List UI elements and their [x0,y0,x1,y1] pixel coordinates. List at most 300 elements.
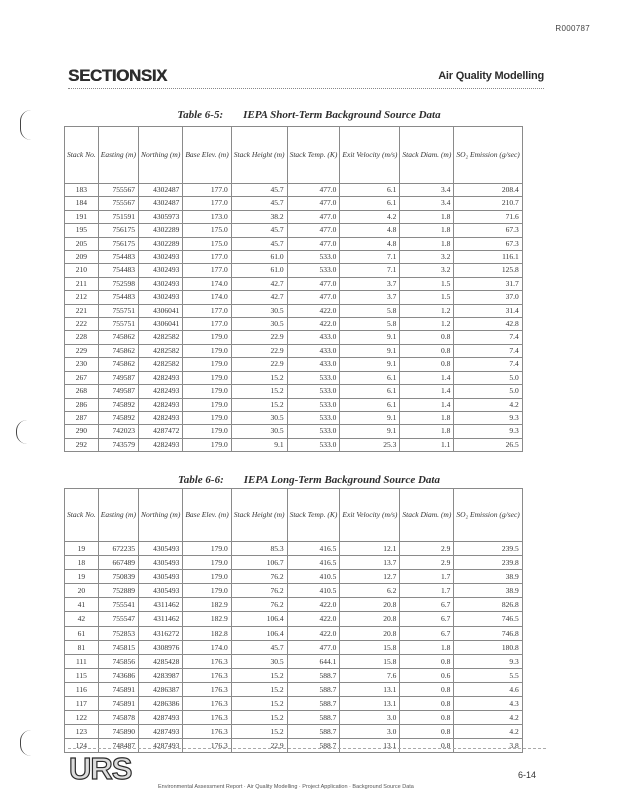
table-cell: 176.3 [183,711,231,725]
table-cell: 184 [65,197,99,210]
table-cell: 15.2 [231,725,287,739]
table-cell: 0.8 [400,725,454,739]
table-cell: 0.6 [400,668,454,682]
table-row [65,612,523,626]
table-row [65,344,523,357]
table-cell: 416.5 [287,556,340,570]
table-cell: 191 [65,210,99,223]
table-cell: 410.5 [287,570,340,584]
table-cell: 183 [65,184,99,197]
table-cell: 4282582 [138,358,182,371]
table-cell: 106.7 [231,556,287,570]
table-cell: 2.9 [400,542,454,556]
table-cell: 749587 [98,371,138,384]
table-cell: 222 [65,318,99,331]
table-short-caption [0,109,618,121]
table-cell: 4302493 [138,291,182,304]
table-cell: 38.2 [231,210,287,223]
table-cell: 4286387 [138,682,182,696]
table-row [65,264,523,277]
table-cell: 7.4 [454,344,522,357]
table-cell: 743579 [98,438,138,451]
table-row [65,725,523,739]
column-header: Stack Temp. (K) [287,489,340,542]
table-cell: 19 [65,570,99,584]
table-cell: 42.7 [231,291,287,304]
table-cell: 67.3 [454,237,522,250]
table-cell: 0.8 [400,654,454,668]
table-cell: 588.7 [287,725,340,739]
table-row [65,385,523,398]
table-cell: 4302487 [138,197,182,210]
table-cell: 4302289 [138,237,182,250]
table-cell: 588.7 [287,668,340,682]
table-cell: 7.1 [340,264,400,277]
table-cell: 3.2 [400,251,454,264]
table-cell: 115 [65,668,99,682]
table-cell: 533.0 [287,251,340,264]
section-subtitle: Air Quality Modelling [438,70,544,82]
table-cell: 287 [65,411,99,424]
table-cell: 477.0 [287,237,340,250]
table-cell: 746.5 [454,612,522,626]
table-cell: 22.9 [231,344,287,357]
table-cell: 4305493 [138,584,182,598]
table-cell: 208.4 [454,184,522,197]
table-cell: 180.8 [454,640,522,654]
column-header: Stack Diam. (m) [400,489,454,542]
table-cell: 19 [65,542,99,556]
table-cell: 749587 [98,385,138,398]
table-cell: 71.6 [454,210,522,223]
table-cell: 9.3 [454,654,522,668]
table-row [65,184,523,197]
table-cell: 45.7 [231,184,287,197]
table-cell: 3.0 [340,725,400,739]
table-cell: 7.1 [340,251,400,264]
table-cell: 588.7 [287,697,340,711]
table-cell: 1.7 [400,570,454,584]
table-cell: 209 [65,251,99,264]
table-row [65,598,523,612]
table-cell: 38.9 [454,570,522,584]
table-cell: 533.0 [287,425,340,438]
table-cell: 61 [65,626,99,640]
table-cell: 45.7 [231,237,287,250]
table-cell: 9.1 [340,331,400,344]
table-row [65,697,523,711]
table-cell: 45.7 [231,197,287,210]
table-cell: 30.5 [231,318,287,331]
table-cell: 4305973 [138,210,182,223]
table-cell: 6.7 [400,626,454,640]
table-cell: 106.4 [231,612,287,626]
table-cell: 176.3 [183,654,231,668]
table-cell: 177.0 [183,184,231,197]
table-cell: 4306041 [138,304,182,317]
table-cell: 176.3 [183,682,231,696]
table-cell: 228 [65,331,99,344]
column-header: Easting (m) [98,489,138,542]
table-cell: 179.0 [183,584,231,598]
footer-divider [68,748,546,749]
table-cell: 13.1 [340,682,400,696]
table-cell: 76.2 [231,584,287,598]
table-short-number: Table 6-5: [177,109,224,121]
column-header: Stack Temp. (K) [287,127,340,184]
table-row [65,237,523,250]
table-cell: 123 [65,725,99,739]
table-cell: 752889 [98,584,138,598]
table-cell: 15.2 [231,385,287,398]
table-cell: 25.3 [340,438,400,451]
table-cell: 755567 [98,184,138,197]
table-cell: 5.0 [454,385,522,398]
table-cell: 106.4 [231,626,287,640]
urs-logo [68,752,150,782]
table-cell: 0.8 [400,331,454,344]
table-cell: 4282493 [138,385,182,398]
table-row [65,570,523,584]
table-cell: 177.0 [183,318,231,331]
table-row [65,224,523,237]
table-cell: 745878 [98,711,138,725]
table-cell: 38.9 [454,584,522,598]
table-cell: 1.1 [400,438,454,451]
table-row [65,654,523,668]
table-cell: 826.8 [454,598,522,612]
table-cell: 267 [65,371,99,384]
table-cell: 742023 [98,425,138,438]
table-cell: 745891 [98,697,138,711]
table-cell: 4.2 [454,711,522,725]
column-header: Stack No. [65,489,99,542]
table-row [65,556,523,570]
table-short-title: IEPA Short-Term Background Source Data [243,109,441,121]
table-cell: 4.3 [454,697,522,711]
table-cell: 4302289 [138,224,182,237]
binding-mark-middle [16,420,27,444]
table-cell: 1.8 [400,224,454,237]
table-row [65,425,523,438]
table-cell: 4282493 [138,398,182,411]
table-cell: 12.1 [340,542,400,556]
table-cell: 433.0 [287,358,340,371]
table-cell: 1.8 [400,425,454,438]
table-cell: 4282493 [138,371,182,384]
table-cell: 1.4 [400,398,454,411]
table-cell: 111 [65,654,99,668]
table-cell: 755547 [98,612,138,626]
table-cell: 4305493 [138,556,182,570]
table-cell: 286 [65,398,99,411]
table-cell: 31.4 [454,304,522,317]
table-cell: 477.0 [287,640,340,654]
table-cell: 117 [65,697,99,711]
table-cell: 422.0 [287,598,340,612]
logo-text: URS [69,752,132,782]
table-cell: 179.0 [183,438,231,451]
table-cell: 743686 [98,668,138,682]
table-cell: 4287472 [138,425,182,438]
table-cell: 42.8 [454,318,522,331]
table-cell: 61.0 [231,264,287,277]
column-header: Base Elev. (m) [183,489,231,542]
table-row [65,251,523,264]
table-cell: 4308976 [138,640,182,654]
table-cell: 13.1 [340,739,400,753]
table-cell: 588.7 [287,739,340,753]
table-cell: 124 [65,739,99,753]
table-cell: 533.0 [287,385,340,398]
table-cell: 4287493 [138,739,182,753]
section-title: SECTIONSIX [68,66,167,85]
table-row [65,682,523,696]
table-cell: 15.2 [231,711,287,725]
table-cell: 410.5 [287,584,340,598]
table-cell: 4.8 [340,237,400,250]
table-cell: 179.0 [183,344,231,357]
table-cell: 22.9 [231,358,287,371]
table-cell: 229 [65,344,99,357]
table-cell: 205 [65,237,99,250]
table-cell: 755751 [98,318,138,331]
table-row [65,739,523,753]
table-cell: 4305493 [138,570,182,584]
table-cell: 746.8 [454,626,522,640]
table-cell: 3.4 [400,197,454,210]
table-cell: 0.8 [400,711,454,725]
table-cell: 177.0 [183,251,231,264]
table-cell: 20 [65,584,99,598]
table-cell: 177.0 [183,304,231,317]
table-cell: 182.8 [183,626,231,640]
page-number: 6-14 [517,770,536,780]
table-cell: 4302493 [138,277,182,290]
table-cell: 4311462 [138,598,182,612]
table-cell: 15.2 [231,668,287,682]
table-cell: 4305493 [138,542,182,556]
column-header: Northing (m) [138,489,182,542]
table-cell: 15.2 [231,371,287,384]
table-cell: 3.2 [400,264,454,277]
table-cell: 745892 [98,411,138,424]
column-header: Exit Velocity (m/s) [340,127,400,184]
table-cell: 748487 [98,739,138,753]
table-cell: 239.8 [454,556,522,570]
table-cell: 756175 [98,224,138,237]
table-long-caption [0,474,618,486]
table-row [65,371,523,384]
column-header: Stack Diam. (m) [400,127,454,184]
table-cell: 30.5 [231,304,287,317]
table-cell: 5.8 [340,318,400,331]
table-cell: 30.5 [231,654,287,668]
table-row [65,668,523,682]
table-cell: 15.8 [340,640,400,654]
table-cell: 0.8 [400,739,454,753]
column-header: Base Elev. (m) [183,127,231,184]
table-cell: 9.1 [340,358,400,371]
table-cell: 179.0 [183,371,231,384]
table-cell: 182.9 [183,612,231,626]
table-cell: 290 [65,425,99,438]
table-cell: 754483 [98,251,138,264]
table-cell: 4.6 [454,682,522,696]
table-cell: 4285428 [138,654,182,668]
table-cell: 755567 [98,197,138,210]
table-cell: 175.0 [183,237,231,250]
table-cell: 6.1 [340,197,400,210]
table-cell: 477.0 [287,197,340,210]
long-term-source-table [64,488,523,753]
table-cell: 533.0 [287,411,340,424]
table-cell: 292 [65,438,99,451]
table-cell: 433.0 [287,344,340,357]
table-cell: 745862 [98,331,138,344]
table-cell: 176.3 [183,725,231,739]
table-cell: 433.0 [287,331,340,344]
table-cell: 7.4 [454,358,522,371]
column-header: Northing (m) [138,127,182,184]
table-cell: 4282582 [138,344,182,357]
table-cell: 7.6 [340,668,400,682]
table-cell: 754483 [98,264,138,277]
footer-address: Environmental Assessment Report · Air Quality Modelling · Project Application · Background Source Data [158,784,414,790]
table-cell: 5.8 [340,304,400,317]
table-cell: 173.0 [183,210,231,223]
table-cell: 0.8 [400,697,454,711]
table-row [65,711,523,725]
table-cell: 3.8 [454,739,522,753]
table-cell: 81 [65,640,99,654]
table-cell: 745892 [98,398,138,411]
table-row [65,411,523,424]
table-cell: 4287493 [138,711,182,725]
table-cell: 6.1 [340,371,400,384]
table-cell: 6.1 [340,398,400,411]
table-cell: 750839 [98,570,138,584]
column-header: Stack No. [65,127,99,184]
table-cell: 1.5 [400,277,454,290]
table-row [65,331,523,344]
table-row [65,197,523,210]
table-cell: 4283987 [138,668,182,682]
table-cell: 672235 [98,542,138,556]
table-cell: 477.0 [287,184,340,197]
table-cell: 179.0 [183,411,231,424]
table-cell: 4286386 [138,697,182,711]
table-cell: 179.0 [183,556,231,570]
table-cell: 6.7 [400,612,454,626]
column-header: SO₂ Emission (g/sec) [454,489,522,542]
table-cell: 4316272 [138,626,182,640]
table-cell: 6.1 [340,385,400,398]
table-cell: 4282582 [138,331,182,344]
table-cell: 754483 [98,291,138,304]
table-cell: 533.0 [287,398,340,411]
table-cell: 1.8 [400,411,454,424]
table-cell: 20.8 [340,626,400,640]
table-cell: 745862 [98,358,138,371]
table-cell: 752853 [98,626,138,640]
table-cell: 755541 [98,598,138,612]
table-cell: 5.5 [454,668,522,682]
table-cell: 26.5 [454,438,522,451]
table-row [65,304,523,317]
table-cell: 230 [65,358,99,371]
table-long-title: IEPA Long-Term Background Source Data [243,474,440,486]
table-cell: 588.7 [287,711,340,725]
table-cell: 15.8 [340,654,400,668]
table-cell: 745890 [98,725,138,739]
table-cell: 0.8 [400,344,454,357]
table-cell: 745891 [98,682,138,696]
table-cell: 4.8 [340,224,400,237]
table-cell: 3.0 [340,711,400,725]
table-cell: 174.0 [183,640,231,654]
table-cell: 1.2 [400,318,454,331]
table-cell: 751591 [98,210,138,223]
table-cell: 195 [65,224,99,237]
table-cell: 45.7 [231,640,287,654]
table-cell: 533.0 [287,264,340,277]
table-cell: 422.0 [287,626,340,640]
table-cell: 422.0 [287,304,340,317]
table-cell: 174.0 [183,291,231,304]
table-cell: 745862 [98,344,138,357]
column-header: Stack Height (m) [231,127,287,184]
table-cell: 76.2 [231,570,287,584]
table-cell: 176.3 [183,697,231,711]
table-header-row [65,489,523,542]
table-cell: 745815 [98,640,138,654]
table-row [65,398,523,411]
table-cell: 0.8 [400,358,454,371]
table-cell: 179.0 [183,358,231,371]
table-cell: 422.0 [287,612,340,626]
table-row [65,542,523,556]
table-cell: 116 [65,682,99,696]
table-row [65,210,523,223]
table-cell: 20.8 [340,598,400,612]
table-cell: 477.0 [287,291,340,304]
table-cell: 9.1 [340,344,400,357]
table-cell: 0.8 [400,682,454,696]
table-cell: 6.7 [400,598,454,612]
table-cell: 179.0 [183,570,231,584]
table-cell: 31.7 [454,277,522,290]
table-row [65,318,523,331]
table-cell: 1.8 [400,237,454,250]
table-cell: 3.7 [340,291,400,304]
table-cell: 422.0 [287,318,340,331]
table-cell: 175.0 [183,224,231,237]
table-cell: 1.5 [400,291,454,304]
table-header-row [65,127,523,184]
table-cell: 179.0 [183,398,231,411]
table-cell: 4.2 [454,398,522,411]
table-cell: 177.0 [183,264,231,277]
table-cell: 4302493 [138,251,182,264]
table-cell: 15.2 [231,697,287,711]
table-cell: 179.0 [183,331,231,344]
table-cell: 4287493 [138,725,182,739]
table-cell: 268 [65,385,99,398]
table-cell: 416.5 [287,542,340,556]
table-row [65,640,523,654]
table-cell: 9.1 [340,411,400,424]
